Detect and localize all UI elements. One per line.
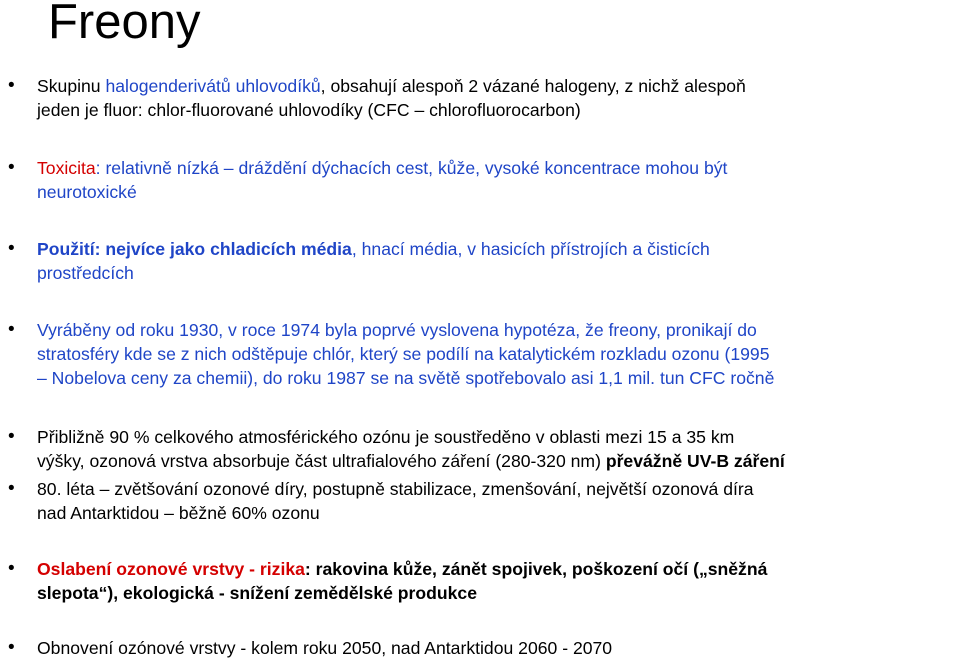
bullet-text [37,636,957,660]
bullet-icon: • [8,637,15,658]
text-span: výšky, ozonová vrstva absorbuje část ultrafialového záření (280-320 nm) [37,451,606,471]
page-title: Freony [48,0,201,49]
highlight-red-text: Oslabení ozonové vrstvy - rizika [37,559,305,579]
bullet-line [37,237,957,261]
bullet-line: Vyráběny od roku 1930, v roce 1974 byla poprvé vyslovena hypotéza, že freony, pronikají do [37,320,757,340]
highlight-blue-text: halogenderivátů uhlovodíků [105,76,321,96]
bullet-text [37,237,957,285]
text-span: : rakovina kůže, zánět spojivek, poškození očí („sněžná [304,559,768,579]
text-span: převážně UV-B záření [605,451,785,471]
bullet-line: – Nobelova ceny za chemii), do roku 1987 se na světě spotřebovalo asi 1,1 mil. tun CFC ročně [37,368,775,388]
bullet-text [37,477,957,525]
text-span: chladicích média [210,239,352,259]
bullet-icon: • [8,558,15,579]
bullet-line: neurotoxické [37,182,137,202]
bullet-line [37,557,957,581]
bullet-icon: • [8,319,15,340]
bullet-line: stratosféry kde se z nich odštěpuje chlór, který se podílí na katalytickém rozkladu ozonu (1995 [37,344,770,364]
bullet-line: jeden je fluor: chlor-fluorované uhlovodíky (CFC – chlorofluorocarbon) [37,100,581,120]
bullet-line: prostředcích [37,263,134,283]
bullet-line [37,156,957,180]
bullet-line: nad Antarktidou – běžně 60% ozonu [37,503,320,523]
highlight-red-text: Toxicita [37,158,96,178]
text-span: Skupinu [37,76,106,96]
bullet-text [37,318,957,390]
bullet-line: Přibližně 90 % celkového atmosférického ozónu je soustředěno v oblasti mezi 15 a 35 km [37,427,735,447]
bullet-icon: • [8,426,15,447]
bullet-text [37,156,957,204]
text-span: , obsahují alespoň 2 vázané halogeny, z nichž alespoň [320,76,746,96]
bullet-line: 80. léta – zvětšování ozonové díry, postupně stabilizace, zmenšování, největší ozonová díra [37,479,754,499]
bullet-line: slepota“), ekologická - snížení zemědělské produkce [37,583,477,603]
bullet-text [37,557,957,605]
bullet-text [37,74,957,122]
bullet-text [37,425,957,473]
text-span: , hnací média, v hasicích přístrojích a čisticích [351,239,710,259]
bullet-icon: • [8,238,15,259]
bullet-icon: • [8,478,15,499]
bullet-icon: • [8,75,15,96]
text-span: : relativně nízká – dráždění dýchacích cest, kůže, vysoké koncentrace mohou být [95,158,728,178]
bullet-icon: • [8,157,15,178]
bullet-line [37,449,957,473]
bullet-line [37,74,957,98]
text-span: Použití: nejvíce jako [37,239,211,259]
bullet-line: Obnovení ozónové vrstvy - kolem roku 2050, nad Antarktidou 2060 - 2070 [37,638,613,658]
